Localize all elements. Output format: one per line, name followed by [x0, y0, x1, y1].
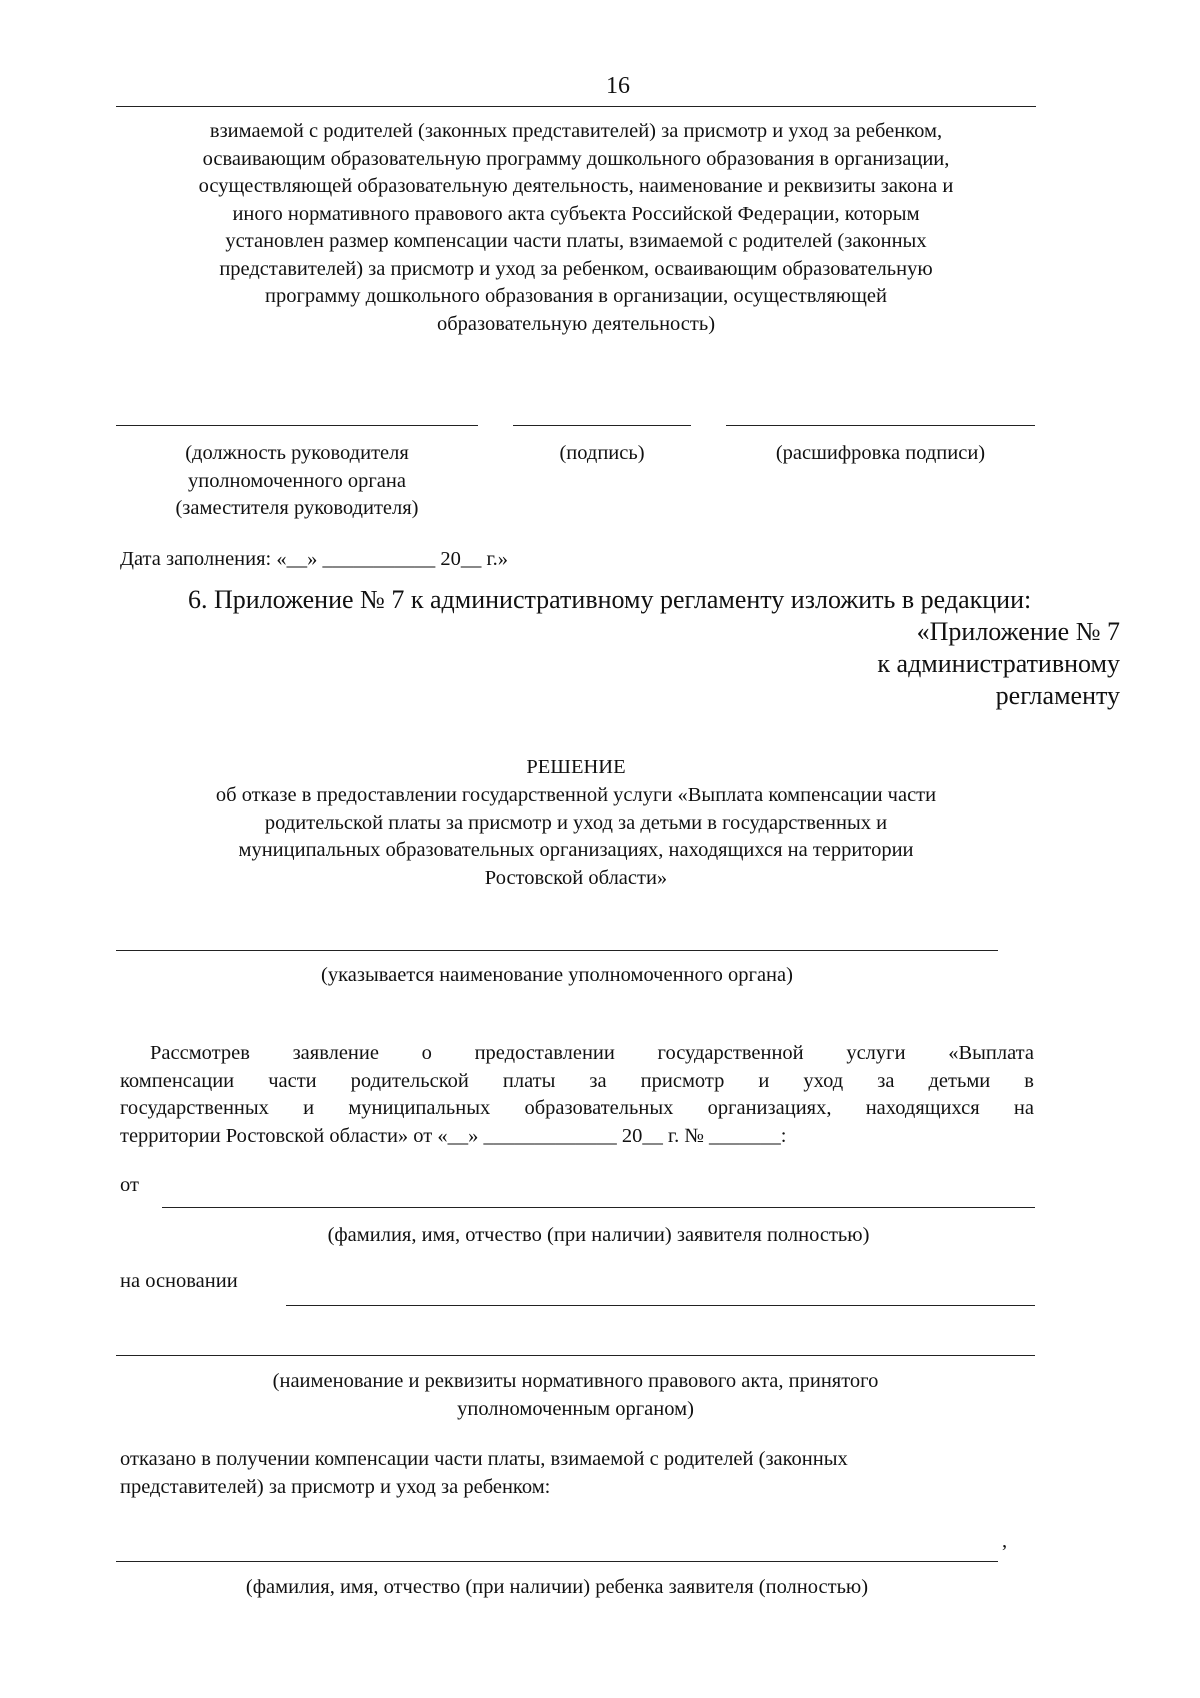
signature-line [513, 425, 691, 426]
text-line: (должность руководителя [185, 442, 409, 464]
text-line: уполномоченным органом) [457, 1397, 694, 1420]
text-line: (заместителя руководителя) [175, 497, 419, 519]
text-line: отказано в получении компенсации части платы, взимаемой с родителей (законных [120, 1448, 848, 1470]
text-line: установлен размер компенсации части платы, взимаемой с родителей (законных [225, 230, 927, 252]
decision-subtitle [116, 782, 1036, 892]
decision-title: РЕШЕНИЕ [526, 756, 626, 778]
header-paragraph [116, 118, 1036, 338]
text-line: компенсации части родительской платы за присмотр и уход за детьми в [120, 1069, 1034, 1092]
text-line: «Приложение № 7 [916, 617, 1120, 646]
authority-line [116, 950, 998, 951]
text-line: муниципальных образовательных организациях, находящихся на территории [238, 839, 914, 861]
act-caption [116, 1368, 1035, 1423]
text-line: государственных и муниципальных образовательных организациях, находящихся на [120, 1097, 1034, 1119]
text-line: образовательную деятельность) [436, 312, 716, 335]
comma-mark: , [1002, 1530, 1008, 1552]
header-rule [116, 106, 1036, 107]
text-line: представителей) за присмотр и уход за ребенком: [120, 1475, 551, 1498]
refused-paragraph [120, 1446, 1034, 1501]
text-line: представителей) за присмотр и уход за ребенком, осваивающим образовательную [219, 257, 933, 280]
text-line: об отказе в предоставлении государственной услуги «Выплата компенсации части [215, 784, 937, 806]
basis-line-2 [116, 1355, 1035, 1356]
basis-line [286, 1305, 1035, 1306]
text-line: регламенту [995, 681, 1120, 710]
applicant-caption: (фамилия, имя, отчество (при наличии) заявителя полностью) [327, 1224, 870, 1246]
from-label: от [120, 1174, 139, 1196]
decoding-line [726, 425, 1035, 426]
signature-caption: (подпись) [559, 442, 645, 464]
position-line [116, 425, 478, 426]
text-line: взимаемой с родителей (законных представителей) за присмотр и уход за ребенком, [209, 120, 943, 142]
text-line: (наименование и реквизиты нормативного правового акта, принятого [272, 1370, 879, 1392]
authority-caption: (указывается наименование уполномоченного органа) [321, 964, 793, 986]
text-line: Рассмотрев заявление о предоставлении государственной услуги «Выплата [150, 1042, 1034, 1064]
decoding-caption: (расшифровка подписи) [775, 442, 986, 464]
appendix-block [700, 616, 1120, 712]
text-line: осуществляющей образовательную деятельность, наименование и реквизиты закона и [198, 175, 954, 197]
fill-date: Дата заполнения: «__» ___________ 20__ г.» [120, 548, 508, 570]
child-caption: (фамилия, имя, отчество (при наличии) ребенка заявителя (полностью) [245, 1576, 869, 1598]
page-number: 16 [606, 73, 630, 99]
text-line: родительской платы за присмотр и уход за детьми в государственных и [264, 811, 888, 834]
text-line: уполномоченного органа [188, 469, 406, 492]
text-line: территории Ростовской области» от «__» _____________ 20__ г. № _______: [120, 1124, 787, 1147]
text-line: программу дошкольного образования в организации, осуществляющей [265, 285, 887, 307]
text-line: осваивающим образовательную программу дошкольного образования в организации, [202, 147, 950, 170]
basis-label: на основании [120, 1270, 238, 1292]
text-line: к административному [877, 649, 1120, 678]
position-caption [116, 440, 478, 523]
text-line: Ростовской области» [484, 866, 668, 889]
considered-paragraph [120, 1040, 1034, 1150]
item-6-text: 6. Приложение № 7 к административному регламенту изложить в редакции: [188, 585, 1032, 614]
child-line [116, 1561, 998, 1562]
applicant-line [162, 1207, 1035, 1208]
text-line: иного нормативного правового акта субъекта Российской Федерации, которым [232, 202, 920, 225]
